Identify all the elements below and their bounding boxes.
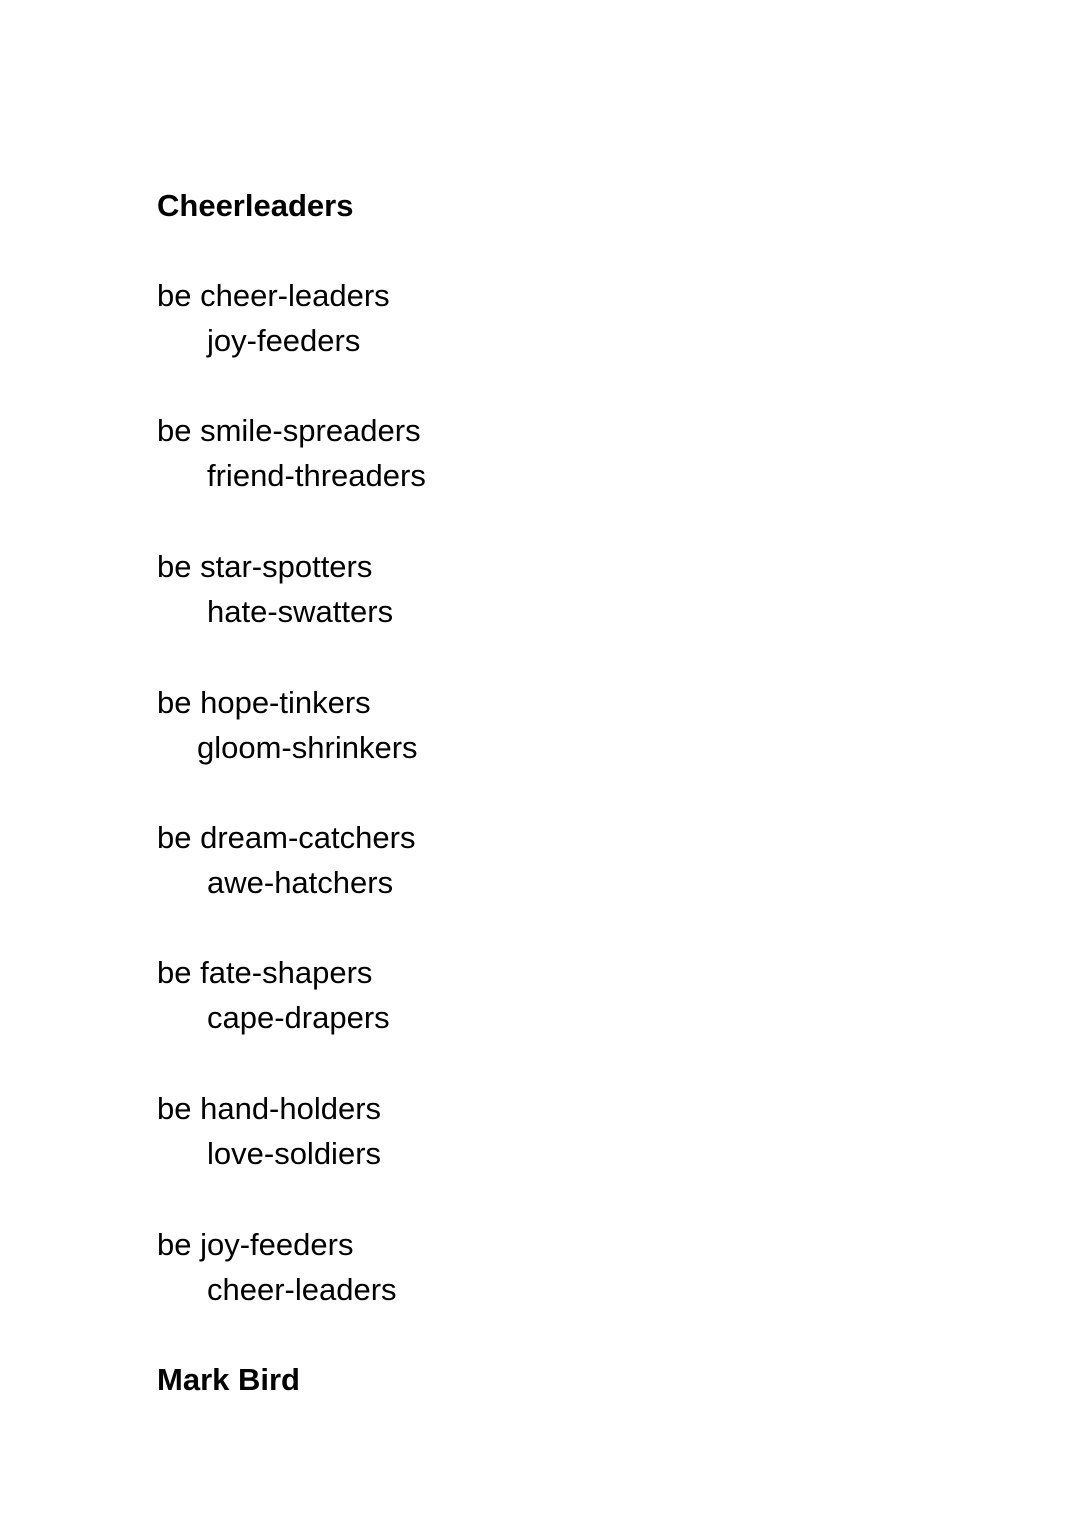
stanza-line: be dream-catchers <box>157 820 416 855</box>
stanza-5 <box>157 815 415 905</box>
stanza-line: be cheer-leaders <box>157 278 390 313</box>
stanza-line-indented: gloom-shrinkers <box>197 730 418 765</box>
stanza-line-indented: friend-threaders <box>207 458 426 493</box>
poem-title: Cheerleaders <box>157 188 354 223</box>
stanza-line-indented: cape-drapers <box>207 1000 390 1035</box>
stanza-line: be fate-shapers <box>157 955 373 990</box>
stanza-6 <box>157 950 390 1040</box>
stanza-line: be hand-holders <box>157 1091 382 1126</box>
stanza-2 <box>157 408 426 498</box>
stanza-line: be smile-spreaders <box>157 413 421 448</box>
stanza-line-indented: love-soldiers <box>207 1136 382 1171</box>
stanza-line: be hope-tinkers <box>157 685 371 720</box>
stanza-4 <box>157 680 418 770</box>
stanza-3 <box>157 544 393 634</box>
stanza-line-indented: joy-feeders <box>207 323 361 358</box>
stanza-line-indented: cheer-leaders <box>207 1272 397 1307</box>
stanza-line-indented: hate-swatters <box>207 594 394 629</box>
stanza-line-indented: awe-hatchers <box>207 865 394 900</box>
stanza-8 <box>157 1222 397 1312</box>
author-name: Mark Bird <box>157 1362 300 1397</box>
stanza-line: be joy-feeders <box>157 1227 354 1262</box>
stanza-7 <box>157 1086 381 1176</box>
stanza-line: be star-spotters <box>157 549 373 584</box>
stanza-1 <box>157 273 390 363</box>
